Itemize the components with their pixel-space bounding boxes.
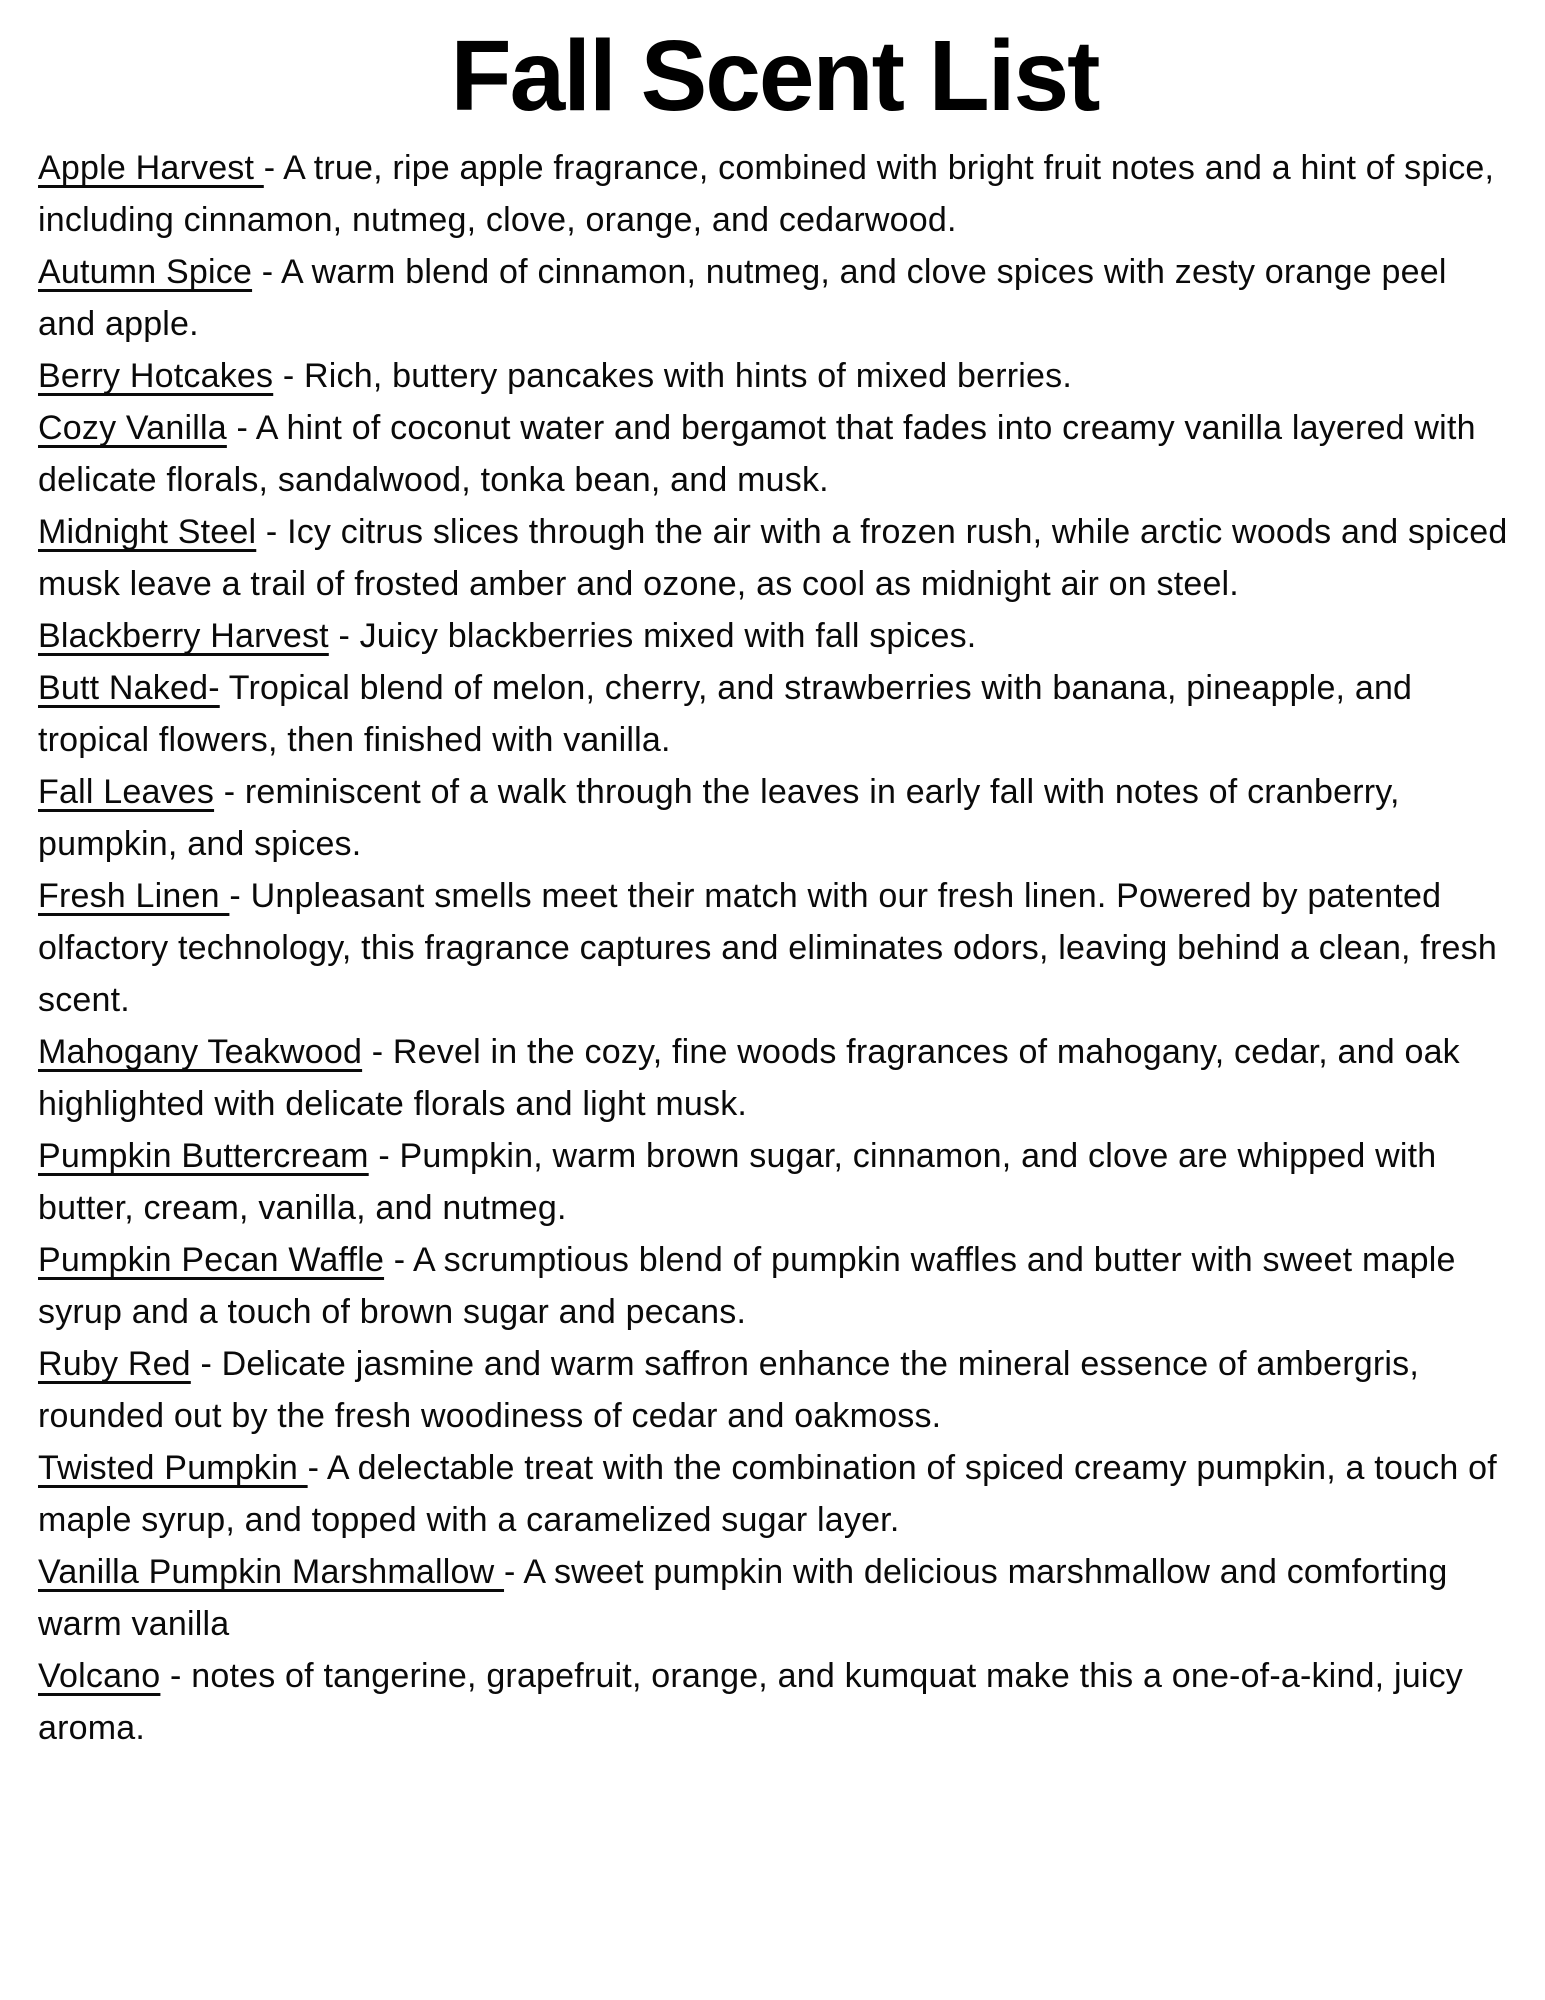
scent-description: - Delicate jasmine and warm saffron enhance the mineral essence of ambergris, rounded out by the fresh woodiness of cedar and oakmoss. bbox=[38, 1345, 1429, 1435]
scent-description: - Rich, buttery pancakes with hints of mixed berries. bbox=[273, 357, 1073, 395]
scent-name: Blackberry Harvest bbox=[38, 617, 329, 655]
scent-name: Cozy Vanilla bbox=[38, 409, 227, 447]
scent-name: Ruby Red bbox=[38, 1345, 191, 1383]
scent-entry bbox=[38, 870, 1511, 1026]
scent-name: Fall Leaves bbox=[38, 773, 215, 811]
scent-name: Volcano bbox=[38, 1657, 161, 1695]
scent-name: Mahogany Teakwood bbox=[38, 1033, 363, 1071]
scent-entry bbox=[38, 1130, 1511, 1234]
page-title: Fall Scent List bbox=[450, 20, 1099, 132]
scent-name: Pumpkin Pecan Waffle bbox=[38, 1241, 385, 1279]
scent-description: - A true, ripe apple fragrance, combined with bright fruit notes and a hint of spice, including cinnamon, nutmeg, clove, orange, and cedarwood. bbox=[38, 149, 1504, 239]
scent-entry bbox=[38, 1234, 1511, 1338]
scent-name: Butt Naked- bbox=[38, 669, 220, 707]
scent-entry bbox=[38, 246, 1511, 350]
scent-name: Twisted Pumpkin bbox=[38, 1449, 308, 1487]
scent-description: - reminiscent of a walk through the leaves in early fall with notes of cranberry, pumpkin, and spices. bbox=[38, 773, 1410, 863]
scent-name: Fresh Linen bbox=[38, 877, 230, 915]
scent-entry bbox=[38, 1546, 1511, 1650]
scent-description: - A hint of coconut water and bergamot that fades into creamy vanilla layered with delicate florals, sandalwood, tonka bean, and musk. bbox=[38, 409, 1486, 499]
scent-entry bbox=[38, 1338, 1511, 1442]
scent-name: Pumpkin Buttercream bbox=[38, 1137, 369, 1175]
scent-description: Tropical blend of melon, cherry, and strawberries with banana, pineapple, and tropical flowers, then finished with vanilla. bbox=[38, 669, 1422, 759]
scent-entry bbox=[38, 1442, 1511, 1546]
scent-description: - A delectable treat with the combination of spiced creamy pumpkin, a touch of maple syrup, and topped with a caramelized sugar layer. bbox=[38, 1449, 1507, 1539]
scent-name: Berry Hotcakes bbox=[38, 357, 274, 395]
scent-description: - A sweet pumpkin with delicious marshmallow and comforting warm vanilla bbox=[38, 1553, 1458, 1643]
scent-description: - Revel in the cozy, fine woods fragrances of mahogany, cedar, and oak highlighted with delicate florals and light musk. bbox=[38, 1033, 1470, 1123]
scent-entry bbox=[38, 610, 1511, 662]
scent-description: - A scrumptious blend of pumpkin waffles and butter with sweet maple syrup and a touch of brown sugar and pecans. bbox=[38, 1241, 1466, 1331]
scent-entry bbox=[38, 1650, 1511, 1754]
scent-description: - A warm blend of cinnamon, nutmeg, and clove spices with zesty orange peel and apple. bbox=[38, 253, 1457, 343]
scent-entry bbox=[38, 1026, 1511, 1130]
scent-description: - Unpleasant smells meet their match with our fresh linen. Powered by patented olfactory technology, this fragrance captures and eliminates odors, leaving behind a clean, fresh scent. bbox=[38, 877, 1507, 1019]
scent-entry bbox=[38, 350, 1511, 402]
scent-name: Vanilla Pumpkin Marshmallow bbox=[38, 1553, 505, 1591]
scent-entry bbox=[38, 142, 1511, 246]
scent-description: - Juicy blackberries mixed with fall spices. bbox=[328, 617, 977, 655]
scent-list bbox=[38, 142, 1518, 1754]
scent-name: Apple Harvest bbox=[38, 149, 264, 187]
scent-entry bbox=[38, 506, 1518, 610]
scent-description: - notes of tangerine, grapefruit, orange, and kumquat make this a one-of-a-kind, juicy aroma. bbox=[38, 1657, 1473, 1747]
scent-entry bbox=[38, 662, 1511, 766]
scent-name: Autumn Spice bbox=[38, 253, 253, 291]
scent-name: Midnight Steel bbox=[38, 513, 257, 551]
scent-entry bbox=[38, 402, 1511, 506]
scent-entry bbox=[38, 766, 1511, 870]
scent-description: - Pumpkin, warm brown sugar, cinnamon, and clove are whipped with butter, cream, vanilla, and nutmeg. bbox=[38, 1137, 1447, 1227]
scent-description: - Icy citrus slices through the air with a frozen rush, while arctic woods and spiced musk leave a trail of frosted amber and ozone, as cool as midnight air on steel. bbox=[38, 513, 1518, 603]
